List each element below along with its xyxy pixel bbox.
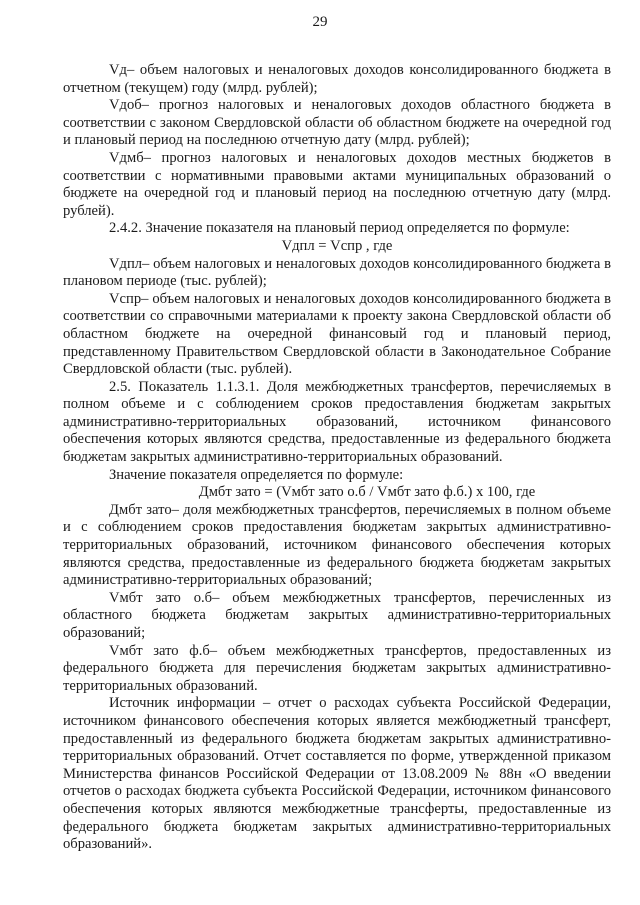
definition-vd: Vд– объем налоговых и неналоговых доходов консолидированного бюджета в отчетном (текущем) году (млрд. рублей); — [63, 62, 611, 96]
information-source: Источник информации – отчет о расходах субъекта Российской Федерации, источником финансового обеспечения которых является межбюджетный трансферт, предоставленный из федерального бюджета бюджетам закрытых административно-территориальных образований. Отчет составляется по форме, утвержденной приказом Министерства финансов Российской Федерации от 13.08.2009 № 88н «О введении отчетов о расходах бюджета субъекта Российской Федерации, источником финансового обеспечения которых являются межбюджетные трансферты, предоставленные из федерального бюджета бюджетам закрытых административно-территориальных образований». — [63, 695, 611, 853]
definition-vdmb: Vдмб– прогноз налоговых и неналоговых доходов местных бюджетов в соответствии с нормативными правовыми актами муниципальных образований о бюджете на очередной год и плановый период на последнюю отчетную дату (млрд. рублей). — [63, 149, 611, 219]
formula-vdpl: Vдпл = Vспр , где — [281, 237, 393, 254]
definition-dmbt: Дмбт зато– доля межбюджетных трансфертов, перечисляемых в полном объеме и с соблюдением сроков предоставления бюджетам закрытых административно-территориальных образований, источником финансового обеспечения которых являются средства, предоставленные из федерального бюджета бюджетам закрытых административно-территориальных образований; — [63, 501, 611, 589]
definition-vdob: Vдоб– прогноз налоговых и неналоговых доходов областного бюджета в соответствии с законом Свердловской области об областном бюджете на очередной год и плановый период на последнюю отчетную дату (млрд. рублей); — [63, 97, 611, 149]
definition-vdpl: Vдпл– объем налоговых и неналоговых доходов консолидированного бюджета в плановом периоде (тыс. рублей); — [63, 255, 611, 290]
definition-vspr: Vспр– объем налоговых и неналоговых доходов консолидированного бюджета в соответствии со справочными материалами к проекту закона Свердловской области об областном бюджете на очередной финансовый год и плановый период, представленному Правительством Свердловской области в Законодательное Собрание Свердловской области (тыс. рублей). — [63, 290, 611, 378]
section-2-5: 2.5. Показатель 1.1.3.1. Доля межбюджетных трансфертов, перечисляемых в полном объеме и с соблюдением сроков предоставления бюджетам закрытых административно-территориальных образований, источником финансового обеспечения которых являются средства, предоставленные из федерального бюджета бюджетам закрытых административно-территориальных образований. — [63, 378, 611, 466]
document-body — [63, 62, 611, 854]
page-number: 29 — [312, 14, 328, 30]
definition-vmbt-fb: Vмбт зато ф.б– объем межбюджетных трансфертов, предоставленных из федерального бюджета для перечисления бюджетам закрытых административно-территориальных образований. — [63, 642, 611, 694]
section-2-4-2: 2.4.2. Значение показателя на плановый период определяется по формуле: — [109, 220, 570, 237]
formula-dmbt: Дмбт зато = (Vмбт зато о.б / Vмбт зато ф.б.) x 100, где — [198, 484, 536, 501]
formula-intro: Значение показателя определяется по формуле: — [109, 466, 404, 483]
definition-vmbt-ob: Vмбт зато о.б– объем межбюджетных трансфертов, перечисленных из областного бюджета бюджетам закрытых административно-территориальных образований; — [63, 589, 611, 641]
